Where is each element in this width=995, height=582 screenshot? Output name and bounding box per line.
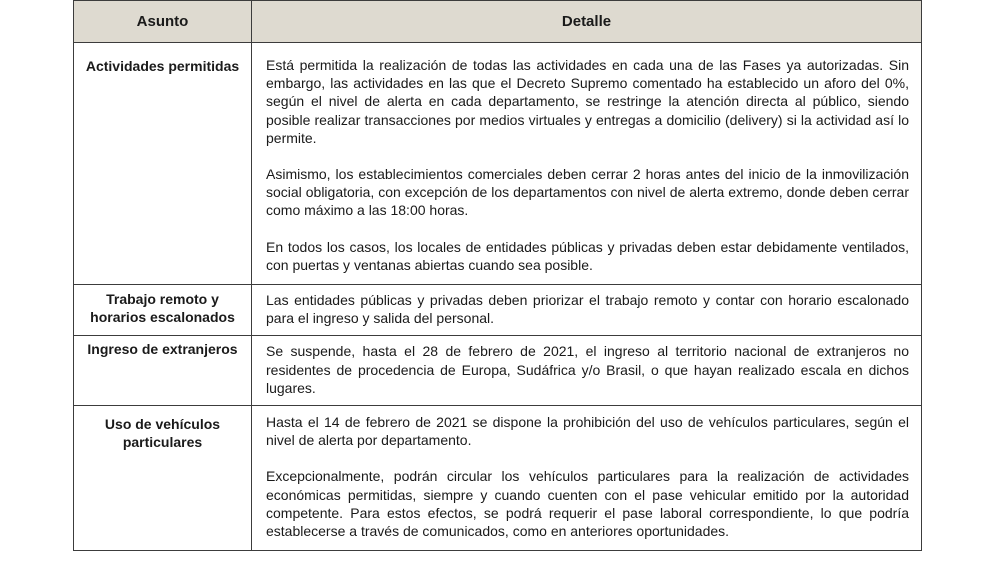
row-detalle-trabajo-remoto <box>252 285 922 336</box>
table-row <box>74 336 922 406</box>
row-asunto-trabajo-remoto: Trabajo remoto y horarios escalonados <box>74 285 252 336</box>
row-asunto-extranjeros: Ingreso de extranjeros <box>74 336 252 406</box>
detalle-paragraph: Las entidades públicas y privadas deben priorizar el trabajo remoto y contar con horario escalonado para el ingreso y salida del personal. <box>266 292 909 327</box>
header-row <box>74 1 922 43</box>
header-asunto: Asunto <box>74 1 252 43</box>
row-detalle-extranjeros <box>252 336 922 406</box>
detalle-paragraph: En todos los casos, los locales de entidades públicas y privadas deben estar debidamente ventilados, con puertas y ventanas abiertas cuando sea posible. <box>266 238 909 273</box>
table-row <box>74 285 922 336</box>
detalle-paragraph: Se suspende, hasta el 28 de febrero de 2021, el ingreso al territorio nacional de extranjeros no residentes de procedencia de Europa, Sudáfrica y/o Brasil, o que hayan realizado escala en dichos lugares. <box>266 343 909 396</box>
detalle-paragraph: Excepcionalmente, podrán circular los vehículos particulares para la realización de actividades económicas permitidas, siempre y cuando cuenten con el pase vehicular emitido por la autoridad competente. Para estos efectos, se podrá requerir el pase laboral correspondiente, lo que podría establecerse a través de comunicados, como en anteriores oportunidades. <box>266 468 909 540</box>
detalle-paragraph: Asimismo, los establecimientos comerciales deben cerrar 2 horas antes del inicio de la inmovilización social obligatoria, con excepción de los departamentos con nivel de alerta extremo, donde deben cerrar como máximo a las 18:00 horas. <box>266 166 909 219</box>
row-asunto-actividades: Actividades permitidas <box>74 43 252 285</box>
table-row <box>74 406 922 551</box>
table-row <box>74 43 922 285</box>
detalle-paragraph: Está permitida la realización de todas las actividades en cada una de las Fases ya autorizadas. Sin embargo, las actividades en las que el Decreto Supremo comentado ha establecido un aforo del 0%, según el nivel de alerta en cada departamento, se restringe la atención directa al público, siendo posible realizar transacciones por medios virtuales y entregas a domicilio (delivery) si la actividad así lo permite. <box>266 57 909 146</box>
row-detalle-actividades <box>252 43 922 285</box>
row-detalle-vehiculos <box>252 406 922 551</box>
row-asunto-vehiculos: Uso de vehículos particulares <box>74 406 252 551</box>
measures-table <box>73 0 922 551</box>
detalle-paragraph: Hasta el 14 de febrero de 2021 se dispone la prohibición del uso de vehículos particulares, según el nivel de alerta por departamento. <box>266 414 909 449</box>
header-detalle: Detalle <box>252 1 922 43</box>
